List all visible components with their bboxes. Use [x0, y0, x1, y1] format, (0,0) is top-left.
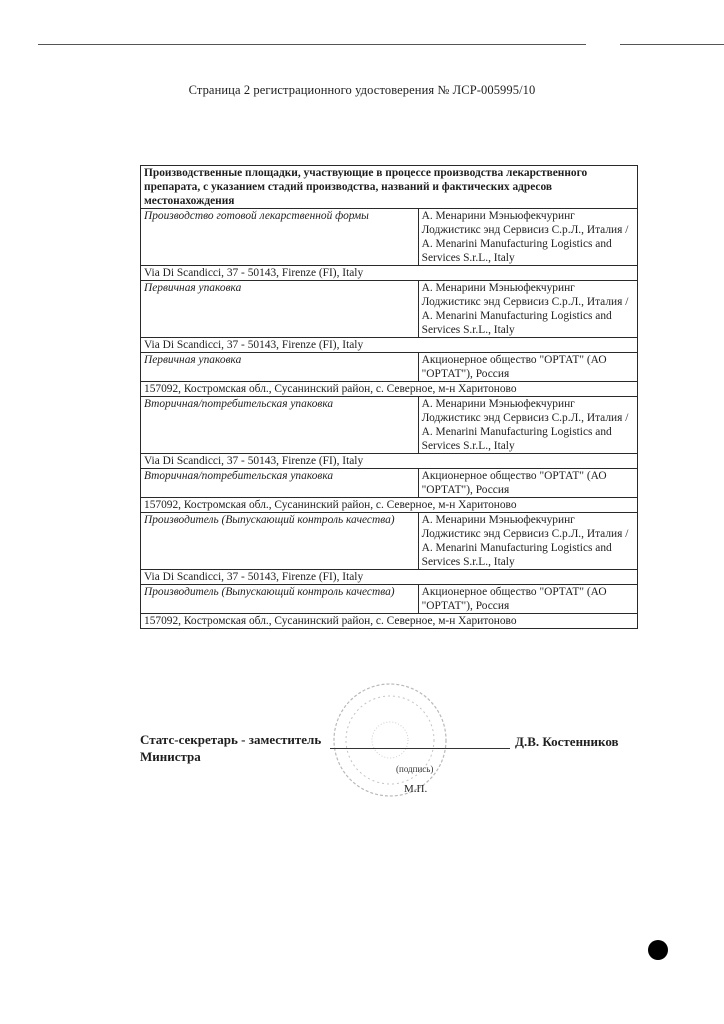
stage-cell: Производитель (Выпускающий контроль качества)	[141, 513, 419, 570]
official-seal	[330, 680, 450, 800]
table-row	[141, 498, 638, 513]
stage-cell: Производство готовой лекарственной формы	[141, 209, 419, 266]
page-header: Страница 2 регистрационного удостоверения № ЛСР-005995/10	[188, 83, 536, 97]
table-row	[141, 281, 638, 338]
manufacturer-cell: А. Менарини Мэньюфекчуринг Лоджистикс энд Сервисиз С.р.Л., Италия / A. Menarini Manufacturing Logistics and Services S.r.L., Italy	[418, 209, 637, 266]
signatory-position	[140, 731, 321, 765]
signatory-position-line2: Министра	[140, 749, 201, 764]
address-cell: 157092, Костромская обл., Сусанинский район, с. Северное, м-н Харитоново	[141, 498, 638, 513]
scan-mark-dot	[648, 940, 668, 960]
stage-cell: Производитель (Выпускающий контроль качества)	[141, 585, 419, 614]
top-divider	[38, 44, 586, 45]
table-row	[141, 397, 638, 454]
table-row	[141, 382, 638, 397]
signature-line	[330, 748, 510, 749]
table-row	[141, 338, 638, 353]
table-row	[141, 614, 638, 629]
table-row	[141, 454, 638, 469]
manufacturer-cell: Акционерное общество "ОРТАТ" (АО "ОРТАТ"), Россия	[418, 585, 637, 614]
manufacturer-cell: А. Менарини Мэньюфекчуринг Лоджистикс энд Сервисиз С.р.Л., Италия / A. Menarini Manufacturing Logistics and Services S.r.L., Italy	[418, 513, 637, 570]
table-row	[141, 513, 638, 570]
signatory-position-line1: Статс-секретарь - заместитель	[140, 732, 322, 747]
table-row	[141, 585, 638, 614]
table-row	[141, 209, 638, 266]
signatory-name: Д.В. Костенников	[515, 734, 619, 749]
stage-cell: Вторичная/потребительская упаковка	[141, 469, 419, 498]
signature-caption: (подпись)	[396, 764, 434, 774]
manufacturer-cell: Акционерное общество "ОРТАТ" (АО "ОРТАТ"), Россия	[418, 469, 637, 498]
manufacturer-cell: А. Менарини Мэньюфекчуринг Лоджистикс энд Сервисиз С.р.Л., Италия / A. Menarini Manufacturing Logistics and Services S.r.L., Italy	[418, 397, 637, 454]
stamp-place-label: М.П.	[404, 783, 428, 795]
stage-cell: Первичная упаковка	[141, 353, 419, 382]
stage-cell: Вторичная/потребительская упаковка	[141, 397, 419, 454]
address-cell: Via Di Scandicci, 37 - 50143, Firenze (FI), Italy	[141, 338, 638, 353]
address-cell: Via Di Scandicci, 37 - 50143, Firenze (FI), Italy	[141, 570, 638, 585]
table-row	[141, 266, 638, 281]
address-cell: Via Di Scandicci, 37 - 50143, Firenze (FI), Italy	[141, 454, 638, 469]
address-cell: Via Di Scandicci, 37 - 50143, Firenze (FI), Italy	[141, 266, 638, 281]
address-cell: 157092, Костромская обл., Сусанинский район, с. Северное, м-н Харитоново	[141, 614, 638, 629]
top-divider-right	[620, 44, 724, 45]
stage-cell: Первичная упаковка	[141, 281, 419, 338]
production-sites-table	[140, 165, 638, 629]
table-row	[141, 570, 638, 585]
table-row	[141, 353, 638, 382]
manufacturer-cell: А. Менарини Мэньюфекчуринг Лоджистикс энд Сервисиз С.р.Л., Италия / A. Menarini Manufacturing Logistics and Services S.r.L., Italy	[418, 281, 637, 338]
manufacturer-cell: Акционерное общество "ОРТАТ" (АО "ОРТАТ"), Россия	[418, 353, 637, 382]
table-row	[141, 469, 638, 498]
table-title: Производственные площадки, участвующие в процессе производства лекарственного препарата, с указанием стадий производства, названий и фактических адресов местонахождения	[141, 166, 638, 209]
table-title-row	[141, 166, 638, 209]
address-cell: 157092, Костромская обл., Сусанинский район, с. Северное, м-н Харитоново	[141, 382, 638, 397]
